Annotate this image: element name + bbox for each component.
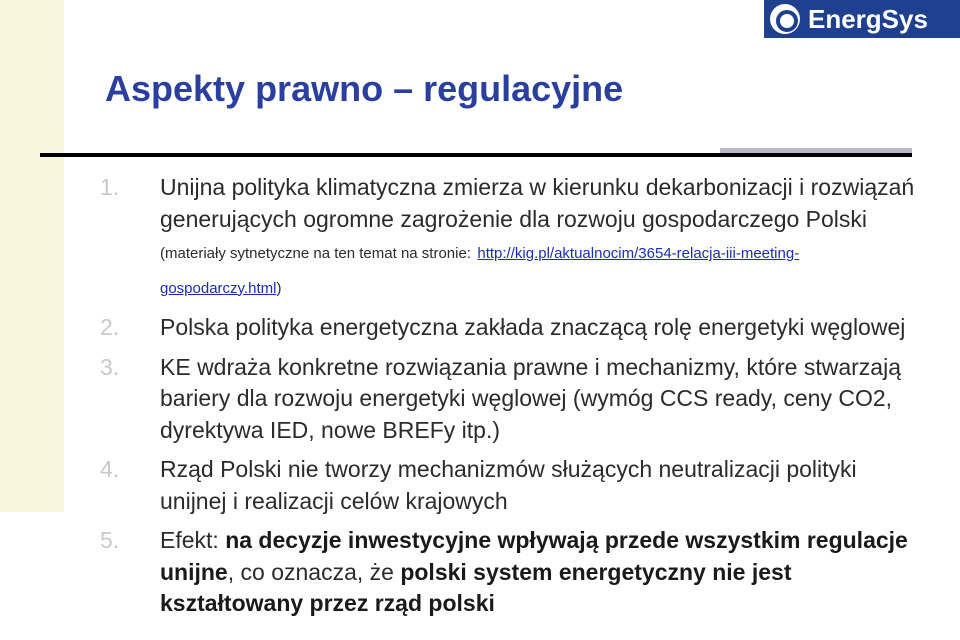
effect-label: Efekt: bbox=[160, 527, 226, 553]
source-link[interactable]: http://kig.pl/aktualnocim/3654-relacja-iii-meeting-gospodarczy.html bbox=[160, 245, 800, 297]
title-rule bbox=[40, 153, 912, 157]
list-item bbox=[100, 312, 920, 344]
effect-bold-1: na decyzje inwestycyjne wpływają przede wszystkim regulacje unijne bbox=[160, 527, 908, 585]
list-item bbox=[100, 352, 920, 447]
item-number: 5. bbox=[100, 527, 120, 553]
logo-text: EnergSys bbox=[808, 3, 928, 34]
slide-title: Aspekty prawno – regulacyjne bbox=[105, 68, 624, 109]
item-note-end: ) bbox=[276, 279, 282, 297]
list-item bbox=[100, 172, 920, 304]
item-number: 2. bbox=[100, 314, 120, 340]
bullet-list bbox=[100, 172, 920, 628]
item-number: 3. bbox=[100, 353, 120, 380]
item-text bbox=[160, 172, 920, 304]
item-main-text: Unijna polityka klimatyczna zmierza w kierunku dekarbonizacji i rozwiązań generujących ogromne zagrożenie dla rozwoju gospodarczego Polski bbox=[160, 174, 915, 232]
list-item bbox=[100, 525, 920, 620]
energsys-logo bbox=[764, 0, 960, 38]
item-number: 4. bbox=[100, 456, 120, 482]
item-text: Polska polityka energetyczna zakłada znaczącą rolę energetyki węglowej bbox=[160, 314, 906, 340]
logo-icon bbox=[770, 4, 800, 34]
left-decor-band bbox=[0, 0, 64, 512]
item-text bbox=[160, 525, 920, 620]
item-number: 1. bbox=[100, 174, 120, 200]
list-item bbox=[100, 454, 920, 517]
effect-connector: , co oznacza, że bbox=[227, 558, 401, 585]
item-text: Rząd Polski nie tworzy mechanizmów służących neutralizacji polityki unijnej i realizacji celów krajowych bbox=[160, 456, 857, 514]
item-text: KE wdraża konkretne rozwiązania prawne i mechanizmy, które stwarzają bariery dla rozwoju energetyki węglowej (wymóg CCS ready, ceny CO2, dyrektywa IED, nowe BREFy itp.) bbox=[160, 353, 901, 443]
effect-bold-2: polski system energetyczny nie jest kształtowany przez rząd polski bbox=[160, 558, 792, 616]
item-note: (materiały sytnetyczne na ten temat na stronie: bbox=[160, 245, 471, 262]
